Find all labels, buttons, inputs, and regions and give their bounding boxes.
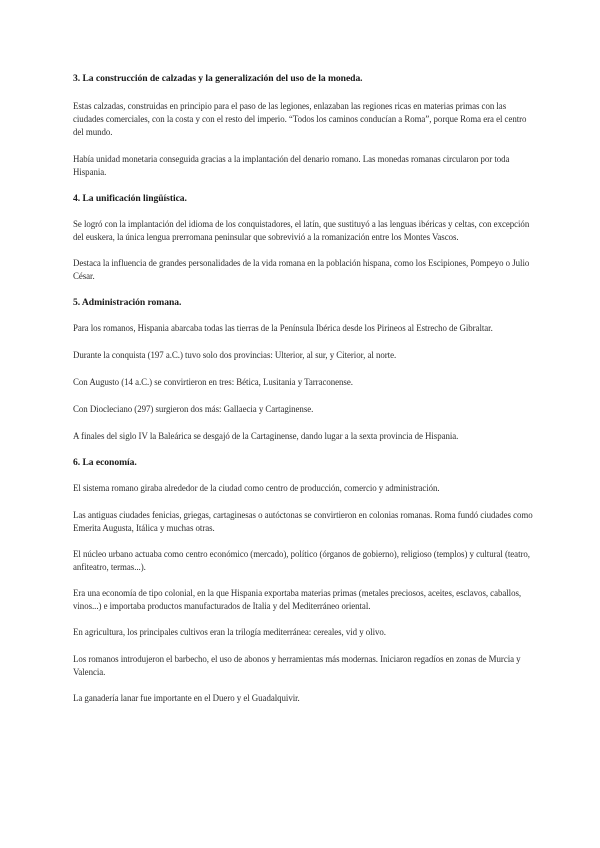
document-body [73, 72, 533, 705]
section-heading: 3. La construcción de calzadas y la generalización del uso de la moneda. [73, 73, 363, 84]
paragraph: Las antiguas ciudades fenicias, griegas, cartaginesas o autóctonas se convirtieron en colonias romanas. Roma fundó ciudades como Emerita Augusta, Itálica y muchas otras. [73, 510, 533, 533]
paragraph: A finales del siglo IV la Baleárica se desgajó de la Cartaginense, dando lugar a la sexta provincia de Hispania. [73, 431, 459, 441]
section-heading: 4. La unificación lingüística. [73, 193, 187, 204]
paragraph: El sistema romano giraba alrededor de la ciudad como centro de producción, comercio y administración. [73, 483, 440, 493]
paragraph: Durante la conquista (197 a.C.) tuvo solo dos provincias: Ulterior, al sur, y Citerior, al norte. [73, 350, 397, 360]
paragraph: La ganadería lanar fue importante en el Duero y el Guadalquivir. [73, 693, 300, 703]
paragraph: Había unidad monetaria conseguida gracias a la implantación del denario romano. Las monedas romanas circularon por toda Hispania. [73, 154, 510, 177]
paragraph: Los romanos introdujeron el barbecho, el uso de abonos y herramientas más modernas. Iniciaron regadíos en zonas de Murcia y Valencia. [73, 654, 521, 677]
paragraph: Con Augusto (14 a.C.) se convirtieron en tres: Bética, Lusitania y Tarraconense. [73, 377, 353, 387]
paragraph: Con Diocleciano (297) surgieron dos más: Gallaecia y Cartaginense. [73, 404, 314, 414]
section-heading: 5. Administración romana. [73, 297, 182, 308]
paragraph: Se logró con la implantación del idioma de los conquistadores, el latín, que sustituyó a las lenguas ibéricas y celtas, con excepción del euskera, la única lengua prerromana peninsular que sobrevivió a la romanización entre los Montes Vascos. [73, 219, 530, 242]
paragraph: El núcleo urbano actuaba como centro económico (mercado), político (órganos de gobierno), religioso (templos) y cultural (teatro, anfiteatro, termas...). [73, 549, 530, 572]
paragraph: Era una economía de tipo colonial, en la que Hispania exportaba materias primas (metales preciosos, aceites, esclavos, caballos, vinos...) e importaba productos manufacturados de Italia y del Mediterráneo oriental. [73, 588, 522, 611]
paragraph: Estas calzadas, construidas en principio para el paso de las legiones, enlazaban las regiones ricas en materias primas con las ciudades comerciales, con la costa y con el resto del imperio. “Todos los caminos conducían a Roma”, porque Roma era el centro del mundo. [73, 101, 527, 137]
paragraph: Para los romanos, Hispania abarcaba todas las tierras de la Península Ibérica desde los Pirineos al Estrecho de Gibraltar. [73, 323, 493, 333]
paragraph: Destaca la influencia de grandes personalidades de la vida romana en la población hispana, como los Escipiones, Pompeyo o Julio César. [73, 258, 530, 281]
paragraph: En agricultura, los principales cultivos eran la trilogía mediterránea: cereales, vid y olivo. [73, 627, 386, 637]
section-heading: 6. La economía. [73, 457, 137, 468]
